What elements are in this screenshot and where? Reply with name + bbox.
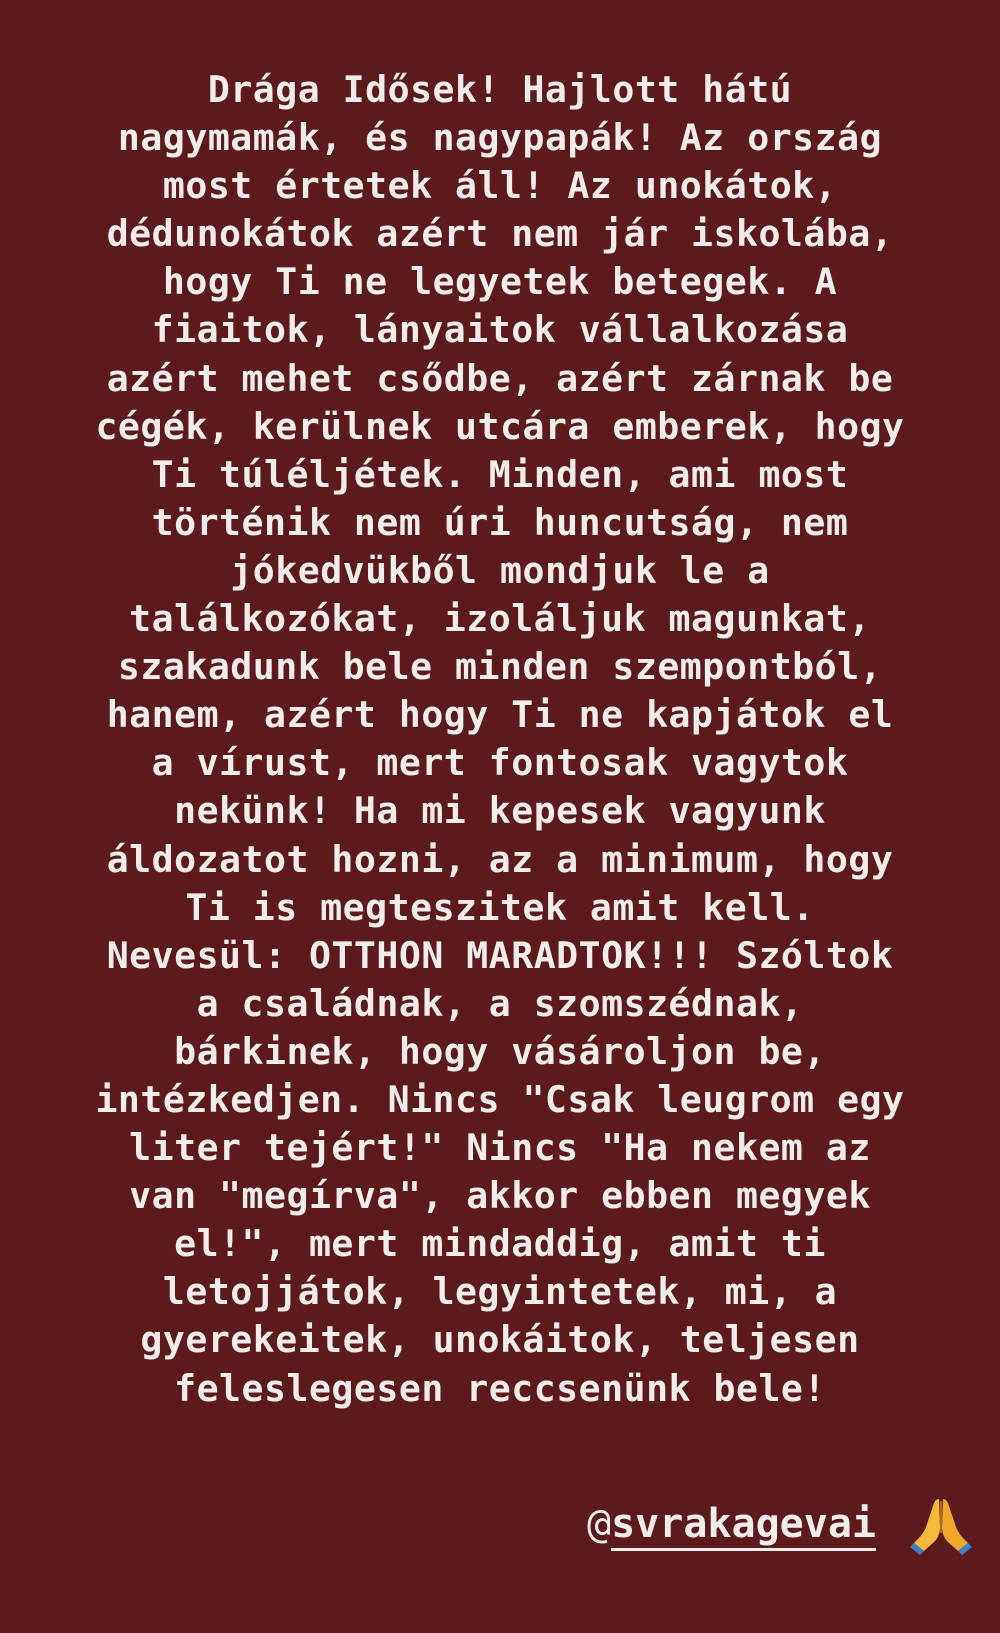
- story-text-line: a családnak, a szomszédnak,: [196, 981, 804, 1025]
- story-text-line: liter tejért!" Nincs "Ha nekem az: [129, 1126, 871, 1170]
- story-text-line: Nevesül: OTTHON MARADTOK!!! Szóltok: [106, 933, 894, 977]
- mention-handle: svrakagevai: [611, 1502, 876, 1551]
- folded-hands-icon: [910, 1493, 972, 1555]
- story-text-line: van "megírva", akkor ebben megyek: [129, 1174, 871, 1218]
- story-text-line: gyerekeitek, unokáitok, teljesen: [140, 1318, 860, 1362]
- story-text-line: Drága Idősek! Hajlott hátú: [207, 68, 793, 111]
- story-text-line: Ti túléljétek. Minden, ami most: [151, 452, 849, 496]
- story-text-line: azért mehet csődbe, azért zárnak be: [106, 356, 894, 400]
- story-text-line: intézkedjen. Nincs "Csak leugrom egy: [95, 1077, 905, 1121]
- story-text-line: feleslegesen reccsenünk bele!: [174, 1366, 826, 1410]
- mention-at-sign: @: [587, 1501, 612, 1547]
- story-text: [30, 66, 970, 1413]
- story-text-line: bárkinek, hogy vásároljon be,: [174, 1029, 826, 1073]
- story-text-line: dédunokátok azért nem jár iskolába,: [106, 212, 894, 256]
- story-text-line: Ti is megteszitek amit kell.: [185, 885, 815, 929]
- story-text-line: letojjátok, legyintetek, mi, a: [162, 1270, 838, 1314]
- story-text-line: hogy Ti ne legyetek betegek. A: [162, 260, 838, 304]
- story-text-line: most értetek áll! Az unokátok,: [162, 164, 838, 208]
- story-text-line: nekünk! Ha mi kepesek vagyunk: [174, 789, 826, 833]
- story-text-line: fiaitok, lányaitok vállalkozása: [151, 308, 849, 352]
- story-text-line: találkozókat, izoláljuk magunkat,: [129, 597, 871, 641]
- story-text-line: áldozatot hozni, az a minimum, hogy: [106, 837, 894, 881]
- user-mention-link[interactable]: [587, 1496, 876, 1552]
- story-text-line: történik nem úri huncutság, nem: [151, 500, 849, 544]
- story-text-line: hanem, azért hogy Ti ne kapjátok el: [106, 693, 894, 737]
- story-text-line: cégék, kerülnek utcára emberek, hogy: [95, 404, 905, 448]
- story-text-line: jókedvükből mondjuk le a: [230, 548, 770, 592]
- story-text-line: el!", mert mindaddig, amit ti: [174, 1222, 826, 1266]
- story-text-line: a vírust, mert fontosak vagytok: [151, 741, 849, 785]
- mention-row: [0, 1494, 972, 1554]
- story-text-line: szakadunk bele minden szempontból,: [117, 645, 883, 689]
- story-text-line: nagymamák, és nagypapák! Az ország: [117, 116, 883, 160]
